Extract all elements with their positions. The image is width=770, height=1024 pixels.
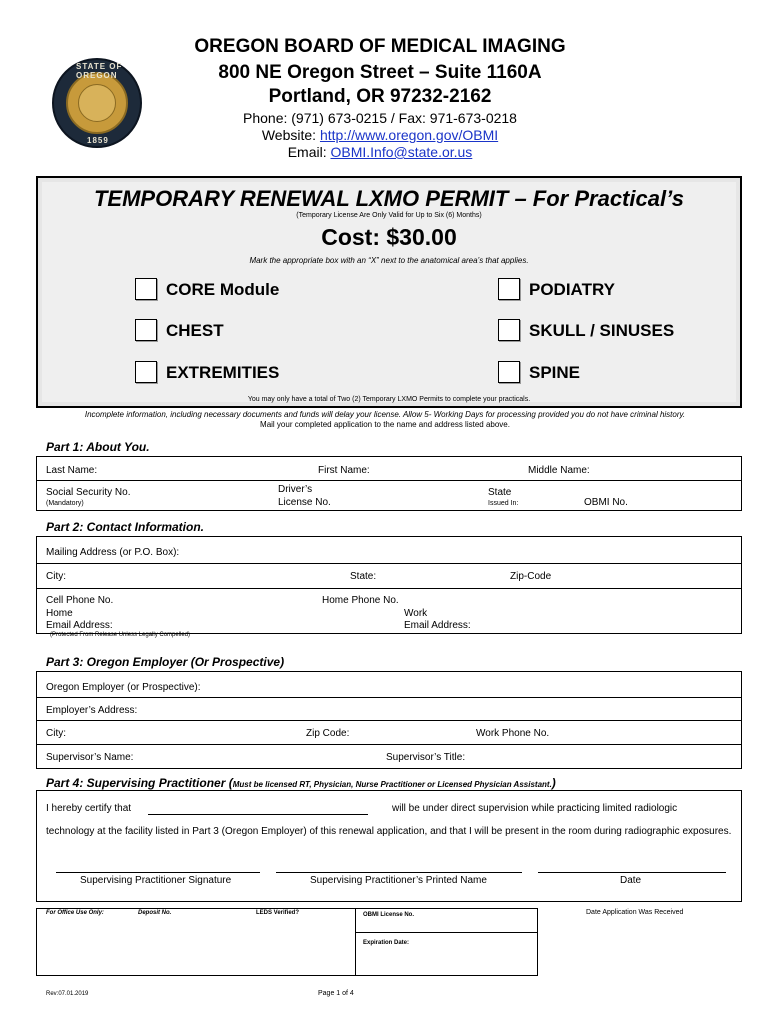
- part4-title-end: ): [551, 776, 556, 790]
- email-link[interactable]: OBMI.Info@state.or.us: [330, 144, 473, 160]
- part4-title-note: Must be licensed RT, Physician, Nurse Practitioner or Licensed Physician Assistant.: [232, 780, 552, 789]
- expiration-label: Expiration Date:: [363, 940, 410, 946]
- work-label: Work: [404, 608, 428, 619]
- org-street: 800 NE Oregon Street – Suite 1160A: [218, 62, 542, 83]
- supervisor-title-label: Supervisor’s Title:: [386, 752, 466, 763]
- issued-in-label: Issued In:: [488, 500, 519, 507]
- checkbox-spine[interactable]: [498, 361, 520, 383]
- employer-address-label: Employer’s Address:: [46, 705, 138, 716]
- part3-title: Part 3: Oregon Employer (Or Prospective): [46, 655, 285, 669]
- label-skull-sinuses: SKULL / SINUSES: [529, 321, 675, 340]
- drivers-label: Driver’s: [278, 484, 313, 495]
- certify-label: I hereby certify that: [46, 803, 132, 814]
- checkbox-podiatry[interactable]: [498, 278, 520, 300]
- printed-name-label: Supervising Practitioner’s Printed Name: [310, 875, 487, 886]
- ssn-label: Social Security No.: [46, 487, 131, 498]
- label-extremities: EXTREMITIES: [166, 363, 280, 382]
- seal-top-text: STATE OF OREGON: [76, 62, 123, 80]
- home-phone-label: Home Phone No.: [322, 595, 399, 606]
- home-label: Home: [46, 608, 73, 619]
- last-name-label: Last Name:: [46, 465, 98, 476]
- seal-year: 1859: [87, 136, 109, 145]
- employer-city-label: City:: [46, 728, 66, 739]
- license-no-label: License No.: [278, 497, 331, 508]
- part1-table: [36, 456, 742, 511]
- page-number: Page 1 of 4: [318, 990, 354, 997]
- part2-title: Part 2: Contact Information.: [46, 520, 205, 534]
- state-label-2: State:: [350, 571, 377, 582]
- org-city: Portland, OR 97232-2162: [268, 86, 492, 107]
- label-podiatry: PODIATRY: [529, 280, 615, 299]
- part4-title-text: Part 4: Supervising Practitioner (: [46, 776, 233, 790]
- org-phone: Phone: (971) 673-0215 / Fax: 971-673-0218: [243, 110, 517, 126]
- home-email-label: Email Address:: [46, 620, 113, 631]
- org-website-line: [130, 127, 630, 143]
- state-label: State: [488, 487, 512, 498]
- employer-zip-label: Zip Code:: [306, 728, 350, 739]
- date-received-label: Date Application Was Received: [586, 909, 684, 916]
- first-name-label: First Name:: [318, 465, 370, 476]
- org-name: OREGON BOARD OF MEDICAL IMAGING: [194, 36, 566, 57]
- permit-cost: Cost: $30.00: [321, 224, 457, 250]
- permit-total-note: You may only have a total of Two (2) Temporary LXMO Permits to complete your practicals.: [247, 396, 531, 403]
- date-label: Date: [620, 875, 642, 886]
- supervision-text: will be under direct supervision while practicing limited radiologic: [392, 803, 678, 814]
- leds-label: LEDS Verified?: [256, 910, 300, 916]
- checkbox-core-module[interactable]: [135, 278, 157, 300]
- cell-phone-label: Cell Phone No.: [46, 595, 114, 606]
- permit-title: TEMPORARY RENEWAL LXMO PERMIT – For Practical’s: [93, 186, 685, 211]
- protected-note: (Protected From Release Unless Legally Compelled): [50, 632, 191, 638]
- obmi-license-label: OBMI License No.: [363, 912, 415, 918]
- permit-instruction: Mark the appropriate box with an “X” next to the anatomical area’s that applies.: [249, 256, 529, 265]
- checkbox-extremities[interactable]: [135, 361, 157, 383]
- oregon-state-seal: [52, 58, 142, 148]
- website-link[interactable]: http://www.oregon.gov/OBMI: [319, 127, 499, 143]
- mailing-address-label: Mailing Address (or P.O. Box):: [46, 547, 180, 558]
- employer-label: Oregon Employer (or Prospective):: [46, 682, 201, 693]
- obmi-no-label: OBMI No.: [584, 497, 628, 508]
- signature-label: Supervising Practitioner Signature: [80, 875, 232, 886]
- org-email-line: [130, 144, 630, 160]
- work-phone-label: Work Phone No.: [476, 728, 550, 739]
- office-use-box: [36, 908, 538, 976]
- mail-note: Mail your completed application to the name and address listed above.: [260, 420, 510, 429]
- label-spine: SPINE: [529, 363, 581, 382]
- middle-name-label: Middle Name:: [528, 465, 590, 476]
- permit-subtitle: (Temporary License Are Only Valid for Up to Six (6) Months): [296, 212, 482, 219]
- checkbox-skull-sinuses[interactable]: [498, 319, 520, 341]
- revision-label: Rev:07.01.2019: [46, 991, 89, 997]
- mandatory-label: (Mandatory): [46, 500, 84, 507]
- technology-text: technology at the facility listed in Part 3 (Oregon Employer) of this renewal application, and that I will be present in the room during radiographic exposures.: [46, 826, 732, 837]
- checkbox-chest[interactable]: [135, 319, 157, 341]
- zip-code-label: Zip-Code: [510, 571, 552, 582]
- label-core-module: CORE Module: [166, 280, 280, 299]
- supervisor-name-label: Supervisor’s Name:: [46, 752, 134, 763]
- deposit-label: Deposit No.: [138, 910, 172, 916]
- website-label: Website:: [261, 127, 320, 143]
- part1-title: Part 1: About You.: [46, 440, 150, 454]
- office-use-label: For Office Use Only:: [46, 910, 104, 916]
- email-label: Email:: [287, 144, 331, 160]
- processing-note: [20, 410, 750, 419]
- work-email-label: Email Address:: [404, 620, 471, 631]
- label-chest: CHEST: [166, 321, 224, 340]
- processing-note-text: Incomplete information, including necessary documents and funds will delay your license. Allow 5- Working Days for processing provided you do not have criminal history.: [84, 410, 686, 419]
- city-label: City:: [46, 571, 66, 582]
